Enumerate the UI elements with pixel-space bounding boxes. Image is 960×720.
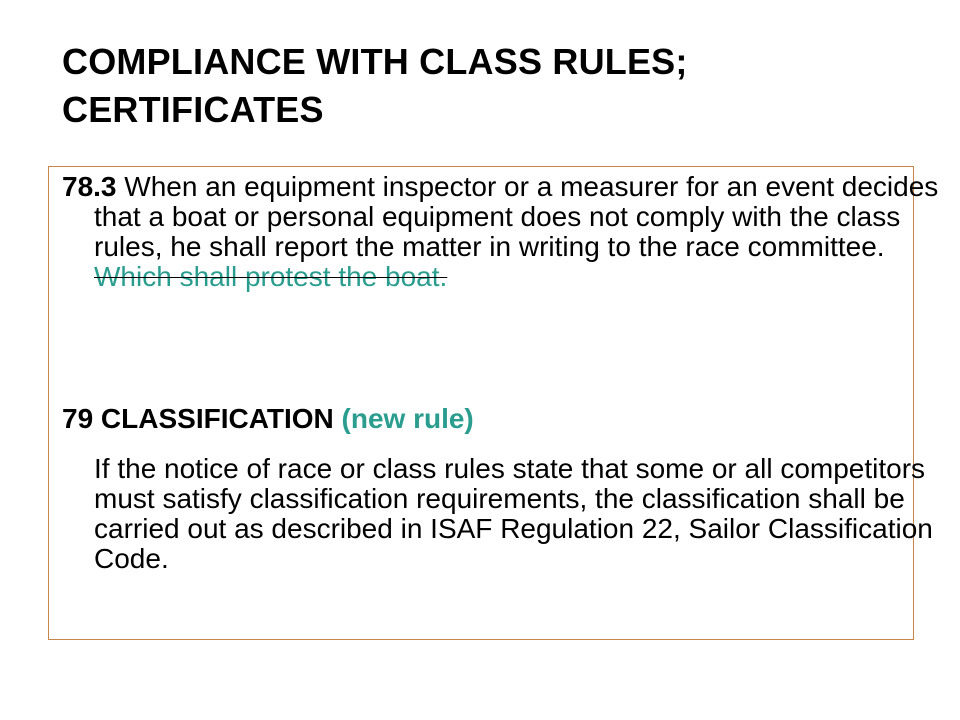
rule-78-3-number: 78.3 (62, 171, 117, 202)
title-line-1: COMPLIANCE WITH CLASS RULES; (62, 41, 688, 82)
rule-78-3-text: When an equipment inspector or a measurer for an event decides that a boat or personal equipment does not comply with the class rules, he shall report the matter in writing to the race committee. (94, 171, 939, 262)
rule-79-paragraph (62, 454, 944, 574)
rule-79-title: 79 CLASSIFICATION (62, 403, 334, 434)
slide-title (62, 38, 922, 134)
rule-78-3-paragraph (62, 172, 944, 292)
title-line-2: CERTIFICATES (62, 89, 324, 130)
rule-79-note: (new rule) (333, 403, 474, 434)
rule-79-text: If the notice of race or class rules state that some or all competitors must satisfy classification requirements, the classification shall be carried out as described in ISAF Regulation 22, Sailor Classification Code. (94, 453, 933, 574)
rule-78-3-deleted-text: Which shall protest the boat. (94, 261, 448, 292)
rule-79-heading (62, 404, 944, 434)
